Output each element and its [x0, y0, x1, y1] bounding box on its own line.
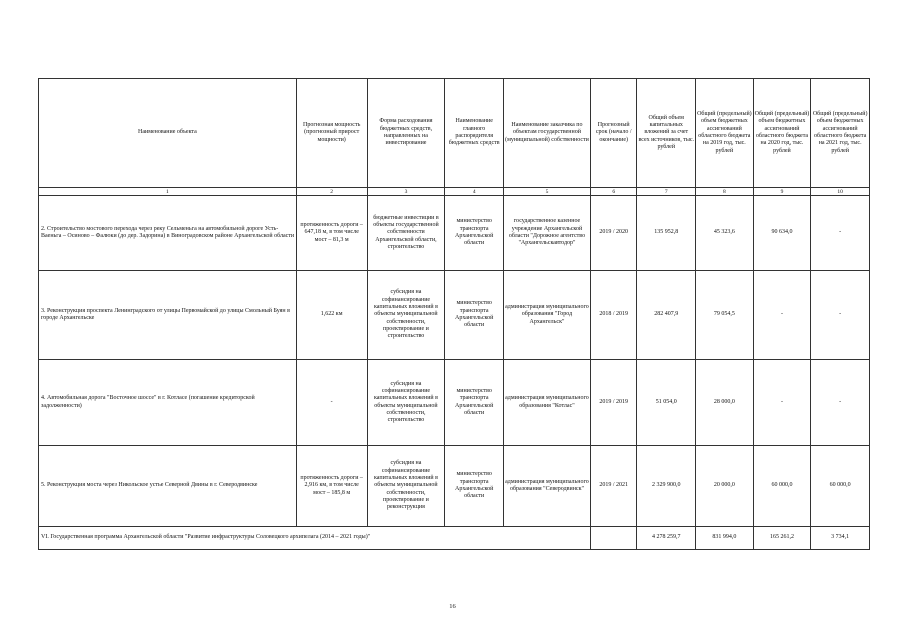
header-budget-2019: Общий (предельный) объем бюджетных ассигнований областного бюджета на 2019 год, тыс. рублей	[696, 79, 754, 188]
total-investment-cell: 2 329 900,0	[637, 446, 696, 527]
term-cell: 2018 / 2019	[590, 271, 637, 360]
spending-form-cell: субсидия на софинансирование капитальных вложений в объекты муниципальной собственности, проектирование и реконструкция	[367, 446, 445, 527]
budget-manager-cell: министерство транспорта Архангельской области	[445, 446, 504, 527]
object-name-cell: 5. Реконструкция моста через Никольское устье Северной Двины в г. Северодвинске	[39, 446, 297, 527]
term-cell: 2019 / 2021	[590, 446, 637, 527]
header-budget-manager: Наименование главного распорядителя бюджетных средств	[445, 79, 504, 188]
header-row	[39, 79, 870, 188]
capacity-cell: протяженность дороги – 2,916 км, в том числе мост – 185,8 м	[296, 446, 367, 527]
budget-2019-cell: 79 054,5	[696, 271, 754, 360]
capacity-cell: протяженность дороги – 647,18 м, в том числе мост – 81,3 м	[296, 196, 367, 271]
header-budget-2021: Общий (предельный) объем бюджетных ассигнований областного бюджета на 2021 год, тыс. рублей	[811, 79, 870, 188]
total-investment-cell: 51 054,0	[637, 360, 696, 446]
term-cell: 2019 / 2019	[590, 360, 637, 446]
column-number: 5	[504, 188, 591, 196]
table-row	[39, 271, 870, 360]
budget-2019-cell: 45 323,6	[696, 196, 754, 271]
column-number: 9	[753, 188, 811, 196]
header-customer: Наименование заказчика по объектам государственной (муниципальной) собственности	[504, 79, 591, 188]
budget-2021-cell: 3 734,1	[811, 527, 870, 550]
budget-2019-cell: 20 000,0	[696, 446, 754, 527]
spending-form-cell: субсидия на софинансирование капитальных вложений в объекты муниципальной собственности, проектирование и строительство	[367, 271, 445, 360]
term-cell: 2019 / 2020	[590, 196, 637, 271]
object-name-cell: 2. Строительство мостового перехода через реку Сельменьга на автомобильной дороге Усть-Ваеньга – Осиново – Фалюки (до дер. Задорина) в Виноградовском районе Архангельской области	[39, 196, 297, 271]
header-term: Прогнозный срок (начало / окончание)	[590, 79, 637, 188]
budget-2021-cell: -	[811, 271, 870, 360]
column-number: 6	[590, 188, 637, 196]
budget-2021-cell: -	[811, 196, 870, 271]
column-number: 7	[637, 188, 696, 196]
program-name-cell: VI. Государственная программа Архангельской области "Развитие инфраструктуры Соловецкого архипелага (2014 – 2021 годы)"	[39, 527, 591, 550]
capital-investment-table	[38, 78, 870, 550]
program-total-row	[39, 527, 870, 550]
budget-2021-cell: 60 000,0	[811, 446, 870, 527]
object-name-cell: 4. Автомобильная дорога "Восточное шоссе" в г. Котласе (погашение кредиторской задолженности)	[39, 360, 297, 446]
total-investment-cell: 282 407,9	[637, 271, 696, 360]
empty-cell	[590, 527, 637, 550]
column-number: 2	[296, 188, 367, 196]
header-capacity: Прогнозная мощность (прогнозный прирост мощности)	[296, 79, 367, 188]
page-number: 16	[449, 603, 456, 610]
column-number: 3	[367, 188, 445, 196]
column-number: 8	[696, 188, 754, 196]
column-number: 4	[445, 188, 504, 196]
budget-2019-cell: 831 994,0	[696, 527, 754, 550]
spending-form-cell: бюджетные инвестиции в объекты государственной собственности Архангельской области, строительство	[367, 196, 445, 271]
customer-cell: администрация муниципального образования "Котлас"	[504, 360, 591, 446]
budget-2020-cell: 60 000,0	[753, 446, 811, 527]
budget-2020-cell: -	[753, 271, 811, 360]
budget-2020-cell: 90 634,0	[753, 196, 811, 271]
total-investment-cell: 4 278 259,7	[637, 527, 696, 550]
budget-manager-cell: министерство транспорта Архангельской области	[445, 271, 504, 360]
header-spending-form: Форма расходования бюджетных средств, направленных на инвестирование	[367, 79, 445, 188]
total-investment-cell: 135 952,8	[637, 196, 696, 271]
budget-2021-cell: -	[811, 360, 870, 446]
header-total-investment: Общий объем капитальных вложений за счет всех источников, тыс. рублей	[637, 79, 696, 188]
budget-2020-cell: 165 261,2	[753, 527, 811, 550]
spending-form-cell: субсидия на софинансирование капитальных вложений в объекты муниципальной собственности, строительство	[367, 360, 445, 446]
object-name-cell: 3. Реконструкция проспекта Ленинградского от улицы Первомайской до улицы Смольный Буян в городе Архангельске	[39, 271, 297, 360]
budget-2020-cell: -	[753, 360, 811, 446]
table-row	[39, 360, 870, 446]
column-number-row	[39, 188, 870, 196]
customer-cell: государственное казенное учреждение Архангельской области "Дорожное агентство "Архангельскавтодор"	[504, 196, 591, 271]
table-row	[39, 196, 870, 271]
capacity-cell: 1,622 км	[296, 271, 367, 360]
budget-manager-cell: министерство транспорта Архангельской области	[445, 196, 504, 271]
customer-cell: администрация муниципального образования "Северодвинск"	[504, 446, 591, 527]
column-number: 1	[39, 188, 297, 196]
column-number: 10	[811, 188, 870, 196]
header-object-name: Наименование объекта	[39, 79, 297, 188]
budget-manager-cell: министерство транспорта Архангельской области	[445, 360, 504, 446]
customer-cell: администрация муниципального образования "Город Архангельск"	[504, 271, 591, 360]
budget-2019-cell: 28 000,0	[696, 360, 754, 446]
header-budget-2020: Общий (предельный) объем бюджетных ассигнований областного бюджета на 2020 год, тыс. рублей	[753, 79, 811, 188]
table-row	[39, 446, 870, 527]
capacity-cell: -	[296, 360, 367, 446]
